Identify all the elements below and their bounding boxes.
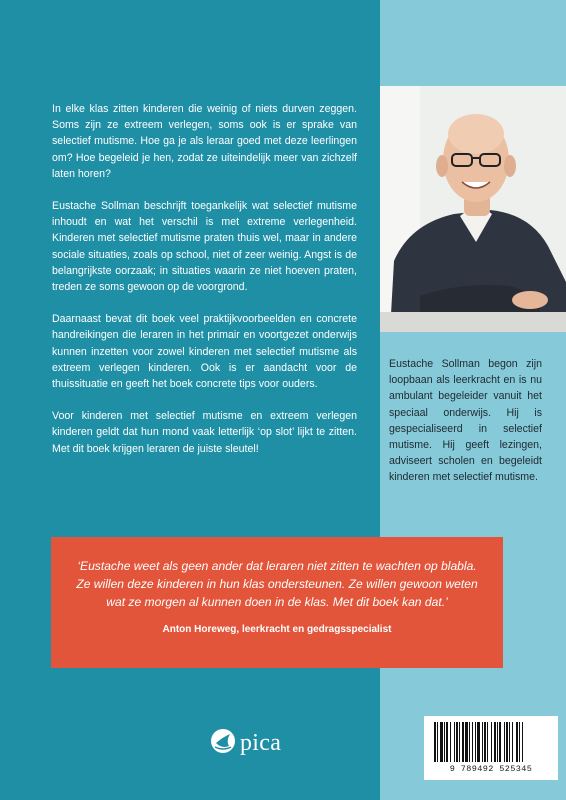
description-paragraph: Daarnaast bevat dit boek veel praktijkvoorbeelden en concrete handreikingen die leraren in het primair en voortgezet onderwijs kunnen inzetten voor zowel kinderen met selectief mutisme als extreem verlegen kinderen. Ook is er aandacht voor de thuissituatie en geeft het boek concrete tips voor ouders.: [52, 313, 357, 391]
author-bio: Eustache Sollman begon zijn loopbaan als leerkracht en is nu ambulant begeleider vanuit het speciaal onderwijs. Hij is gespecialiseerd in selectief mutisme. Hij geeft lezingen, adviseert scholen en begeleidt kinderen met selectief mutisme.: [389, 358, 542, 484]
description-paragraph: Voor kinderen met selectief mutisme en extreem verlegen kinderen geldt dat hun mond vaak letterlijk ‘op slot’ lijkt te zitten. Met dit boek krijgen leraren de juiste sleutel!: [52, 410, 357, 455]
endorsement-quote: ‘Eustache weet als geen ander dat leraren niet zitten te wachten op blabla. Ze willen deze kinderen in hun klas ondersteunen. Ze willen gewoon weten wat ze morgen al kunnen doen in de klas. Met dit boek kan dat.’: [76, 559, 478, 610]
isbn-number: 9 789492 525345: [449, 764, 533, 774]
barcode-bars: [434, 722, 552, 762]
back-cover-description: [52, 101, 357, 473]
description-paragraph: In elke klas zitten kinderen die weinig of niets durven zeggen. Soms zijn ze extreem verlegen, soms ook is er sprake van selectief mutisme. Hoe ga je als leraar goed met deze leerlingen om? Hoe begeleid je hen, zodat ze uiteindelijk meer van zichzelf laten horen?: [52, 103, 357, 180]
description-paragraph: Eustache Sollman beschrijft toegankelijk wat selectief mutisme inhoudt en wat het verschil is met extreme verlegenheid. Kinderen met selectief mutisme praten thuis wel, maar in andere sociale situaties, zoals op school, niet of zeer weinig. Angst is de belangrijkste oorzaak; in situaties waarin ze niet hoeven praten, treden ze soms gewoon op de voorgrond.: [52, 200, 357, 294]
publisher-name: pica: [240, 729, 282, 756]
author-photo: [380, 86, 566, 332]
publisher-logo: [210, 728, 281, 758]
endorsement-quote-box: [51, 537, 503, 668]
ship-logo-icon: [210, 728, 236, 759]
isbn-barcode: [424, 716, 558, 780]
endorsement-author: Anton Horeweg, leerkracht en gedragsspecialist: [162, 623, 392, 635]
